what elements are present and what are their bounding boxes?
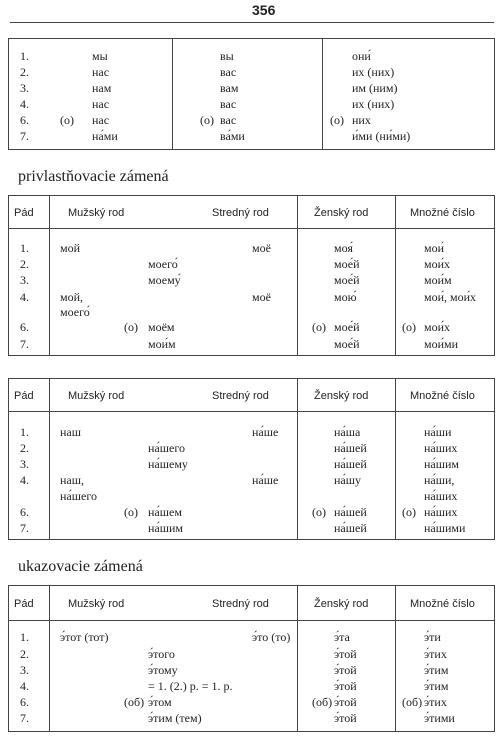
row-number: 6.	[20, 505, 29, 519]
shared-form: на́шему	[148, 457, 188, 471]
row-number: 4.	[20, 97, 29, 111]
pronoun-cell: нас	[92, 65, 110, 79]
feminine-form: э́той	[334, 663, 357, 677]
row-number: 4.	[20, 679, 29, 693]
feminine-form: мою́	[334, 290, 357, 304]
header-plural: Množné číslo	[410, 598, 475, 610]
feminine-form: мое́й	[334, 273, 360, 287]
pronoun-cell: и́ми (ни́ми)	[352, 129, 411, 143]
header-neuter: Stredný rod	[212, 390, 269, 402]
row-number: 6.	[20, 695, 29, 709]
plural-form: мои́	[424, 241, 445, 255]
feminine-form: э́той	[334, 679, 357, 693]
page-number: 356	[252, 2, 276, 18]
personal-pronoun-table	[8, 38, 495, 150]
pronoun-cell: вас	[220, 97, 237, 111]
row-number: 1.	[20, 630, 29, 644]
row-number: 7.	[20, 129, 29, 143]
row-number: 3.	[20, 457, 29, 471]
feminine-form: на́ша	[334, 425, 361, 439]
moj-declension-table	[8, 195, 495, 356]
plural-form: на́шими	[424, 521, 466, 535]
plural-form: на́ших	[424, 441, 458, 455]
row-number: 1.	[20, 425, 29, 439]
plural-form: на́ших	[424, 489, 458, 503]
plural-form: э́тим	[424, 679, 449, 693]
header-masculine: Mužský rod	[68, 390, 125, 402]
shared-form: моём	[148, 320, 175, 334]
preposition: (об)	[124, 695, 145, 709]
pronoun-cell: вам	[220, 81, 239, 95]
plural-form: э́ти	[424, 630, 441, 644]
row-number: 2.	[20, 647, 29, 661]
row-number: 6.	[20, 320, 29, 334]
plural-form: мои́м	[424, 273, 452, 287]
feminine-form: на́шей	[334, 457, 367, 471]
pronoun-cell: ва́ми	[220, 129, 245, 143]
plural-form: на́ши,	[424, 473, 455, 487]
neuter-form: э́то (то)	[252, 630, 291, 644]
pronoun-cell: они́	[352, 49, 371, 63]
row-number: 6.	[20, 113, 29, 127]
preposition: (о)	[124, 320, 138, 334]
preposition: (о)	[312, 505, 326, 519]
neuter-form: моё	[252, 290, 271, 304]
plural-form: мои́х	[424, 320, 451, 334]
plural-form: мои́, мои́х	[424, 290, 477, 304]
possessive-section-title: privlastňovacie zámená	[18, 168, 169, 185]
shared-form: моего́	[148, 257, 178, 271]
pronoun-cell: нас	[92, 113, 110, 127]
header-masculine: Mužský rod	[68, 598, 125, 610]
preposition: (о)	[402, 505, 416, 519]
feminine-form: на́шу	[334, 473, 361, 487]
row-number: 4.	[20, 290, 29, 304]
plural-form: э́тих	[424, 647, 447, 661]
shared-form: э́тому	[148, 663, 178, 677]
shared-form: э́том	[148, 695, 172, 709]
preposition: (о)	[312, 320, 326, 334]
nash-declension-table	[8, 378, 495, 540]
feminine-form: мое́й	[334, 337, 360, 351]
plural-form: мои́ми	[424, 337, 459, 351]
shared-form: = 1. (2.) p. = 1. p.	[148, 679, 233, 693]
header-neuter: Stredný rod	[212, 598, 269, 610]
feminine-form: моя́	[334, 241, 353, 255]
row-number: 2.	[20, 441, 29, 455]
row-number: 3.	[20, 81, 29, 95]
feminine-form: э́той	[334, 647, 357, 661]
masculine-form: наш,	[60, 473, 84, 487]
masculine-form: на́шего	[60, 489, 97, 503]
pronoun-cell: них	[352, 113, 371, 127]
shared-form: на́шим	[148, 521, 184, 535]
pronoun-cell: нас	[92, 97, 110, 111]
header-feminine: Ženský rod	[314, 207, 369, 219]
feminine-form: э́той	[334, 711, 357, 725]
pronoun-cell: нам	[92, 81, 112, 95]
neuter-form: на́ше	[252, 473, 279, 487]
neuter-form: на́ше	[252, 425, 279, 439]
plural-form: э́тими	[424, 711, 455, 725]
pronoun-cell: на́ми	[92, 129, 118, 143]
header-neuter: Stredný rod	[212, 207, 269, 219]
feminine-form: мое́й	[334, 257, 360, 271]
plural-form: на́ших	[424, 505, 458, 519]
header-pad: Pád	[14, 207, 34, 219]
pronoun-cell: вас	[220, 65, 237, 79]
plural-form: на́ши	[424, 425, 452, 439]
row-number: 3.	[20, 663, 29, 677]
header-masculine: Mužský rod	[68, 207, 125, 219]
shared-form: на́шего	[148, 441, 185, 455]
header-feminine: Ženský rod	[314, 390, 369, 402]
shared-form: моему́	[148, 273, 181, 287]
pronoun-cell: их (них)	[352, 65, 395, 79]
preposition: (о)	[124, 505, 138, 519]
feminine-form: на́шей	[334, 441, 367, 455]
shared-form: э́того	[148, 647, 175, 661]
masculine-form: мой	[60, 241, 81, 255]
row-number: 1.	[20, 241, 29, 255]
preposition: (об)	[402, 695, 423, 709]
header-feminine: Ženský rod	[314, 598, 369, 610]
masculine-form: моего́	[60, 305, 90, 319]
feminine-form: мое́й	[334, 320, 360, 334]
row-number: 7.	[20, 337, 29, 351]
header-pad: Pád	[14, 598, 34, 610]
plural-form: э́тих	[424, 695, 447, 709]
feminine-form: э́та	[334, 630, 350, 644]
pronoun-cell: вы	[220, 49, 234, 63]
masculine-form: наш	[60, 425, 81, 439]
preposition: (об)	[312, 695, 333, 709]
row-number: 2.	[20, 65, 29, 79]
masculine-form: мой,	[60, 290, 84, 304]
plural-form: э́тим	[424, 663, 449, 677]
row-number: 7.	[20, 521, 29, 535]
header-rule	[10, 22, 494, 23]
plural-form: на́шим	[424, 457, 460, 471]
header-plural: Množné číslo	[410, 390, 475, 402]
pronoun-cell: (о)	[60, 113, 74, 127]
neuter-form: моё	[252, 241, 271, 255]
preposition: (о)	[402, 320, 416, 334]
row-number: 4.	[20, 473, 29, 487]
feminine-form: на́шей	[334, 505, 367, 519]
demonstrative-section-title: ukazovacie zámená	[18, 558, 143, 575]
header-pad: Pád	[14, 390, 34, 402]
row-number: 2.	[20, 257, 29, 271]
pronoun-cell: мы	[92, 49, 108, 63]
shared-form: э́тим (тем)	[148, 711, 202, 725]
row-number: 1.	[20, 49, 29, 63]
masculine-form: э́тот (тот)	[60, 630, 109, 644]
row-number: 3.	[20, 273, 29, 287]
shared-form: мои́м	[148, 337, 176, 351]
pronoun-cell: вас	[220, 113, 237, 127]
pronoun-cell: (о)	[330, 113, 344, 127]
feminine-form: на́шей	[334, 521, 367, 535]
shared-form: на́шем	[148, 505, 182, 519]
pronoun-cell: (о)	[200, 113, 214, 127]
feminine-form: э́той	[334, 695, 357, 709]
header-plural: Množné číslo	[410, 207, 475, 219]
plural-form: мои́х	[424, 257, 451, 271]
pronoun-cell: им (ним)	[352, 81, 398, 95]
row-number: 7.	[20, 711, 29, 725]
pronoun-cell: их (них)	[352, 97, 395, 111]
